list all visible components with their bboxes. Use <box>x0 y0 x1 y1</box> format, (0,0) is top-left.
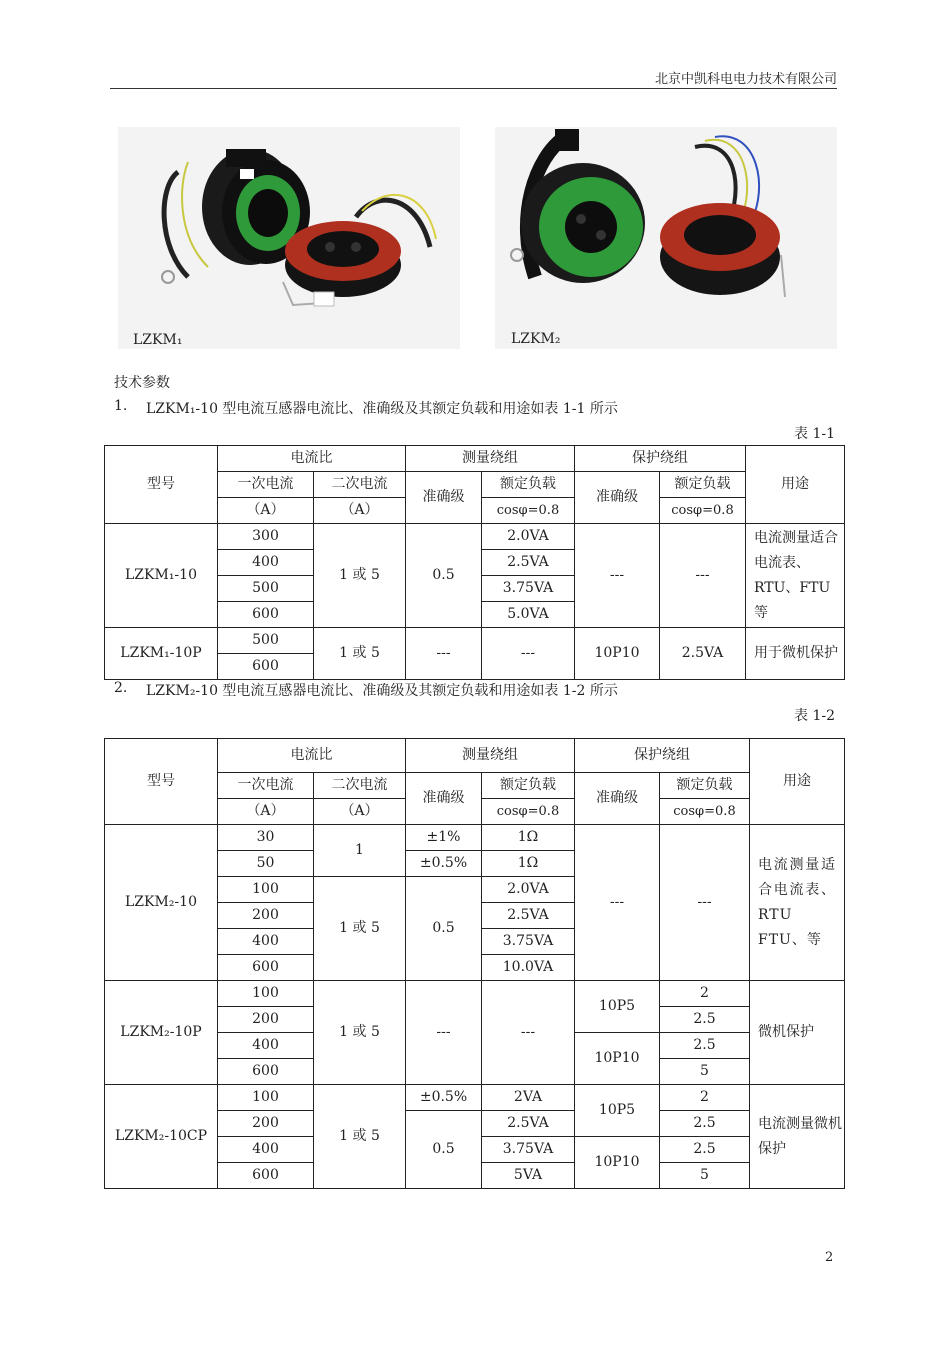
primary-cell: 400 <box>218 929 314 955</box>
current-transformer-photo-icon <box>118 127 460 349</box>
header-primary: 一次电流 <box>218 773 314 799</box>
primary-cell: 100 <box>218 1085 314 1111</box>
measure-load-cell: 2.5VA <box>482 903 575 929</box>
header-protect-rated-load: 额定负载 <box>660 472 746 498</box>
header-usage: 用途 <box>746 446 845 524</box>
protect-load-cell: 5 <box>660 1163 750 1189</box>
primary-cell: 100 <box>218 981 314 1007</box>
secondary-cell: 1 或 5 <box>314 877 406 981</box>
measure-accuracy-cell: ±0.5% <box>406 851 482 877</box>
header-protect-cos: cosφ=0.8 <box>660 799 750 825</box>
protect-load-cell: 2 <box>660 981 750 1007</box>
protect-load-cell: 2.5VA <box>660 628 746 680</box>
header-measure-winding: 测量绕组 <box>406 739 575 773</box>
primary-cell: 300 <box>218 524 314 550</box>
header-protect-winding: 保护绕组 <box>575 739 750 773</box>
photo-label-lzkm2: LZKM₂ <box>511 331 561 347</box>
item2-number: 2. <box>114 680 128 696</box>
header-primary: 一次电流 <box>218 472 314 498</box>
primary-cell: 200 <box>218 1111 314 1137</box>
protect-accuracy-cell: --- <box>575 825 660 981</box>
table-1-2 <box>104 738 845 1189</box>
header-primary-unit: （A） <box>218 799 314 825</box>
measure-accuracy-cell: --- <box>406 981 482 1085</box>
measure-load-cell: 2.0VA <box>482 877 575 903</box>
measure-load-cell: 3.75VA <box>482 1137 575 1163</box>
usage-cell: 电流测量微机保护 <box>750 1085 845 1189</box>
current-transformer-photo-icon <box>495 127 837 349</box>
item1-number: 1. <box>114 398 128 414</box>
header-protect-winding: 保护绕组 <box>575 446 746 472</box>
page-number: 2 <box>825 1250 834 1265</box>
primary-cell: 50 <box>218 851 314 877</box>
table-1-1 <box>104 445 845 680</box>
table1-caption: 表 1-1 <box>794 426 835 442</box>
secondary-cell: 1 或 5 <box>314 1085 406 1189</box>
primary-cell: 500 <box>218 576 314 602</box>
primary-cell: 400 <box>218 550 314 576</box>
measure-accuracy-cell: ±0.5% <box>406 1085 482 1111</box>
usage-cell: 用于微机保护 <box>746 628 845 680</box>
primary-cell: 200 <box>218 903 314 929</box>
primary-cell: 200 <box>218 1007 314 1033</box>
protect-accuracy-cell: 10P10 <box>575 1033 660 1085</box>
header-measure-accuracy: 准确级 <box>406 472 482 524</box>
header-measure-rated-load: 额定负载 <box>482 773 575 799</box>
primary-cell: 600 <box>218 1059 314 1085</box>
protect-load-cell: 2.5 <box>660 1137 750 1163</box>
primary-cell: 400 <box>218 1137 314 1163</box>
header-usage: 用途 <box>750 739 845 825</box>
header-secondary-unit: （A） <box>314 799 406 825</box>
model-cell: LZKM₂-10 <box>105 825 218 981</box>
protect-load-cell: 2.5 <box>660 1111 750 1137</box>
measure-accuracy-cell: 0.5 <box>406 1111 482 1189</box>
header-current-ratio: 电流比 <box>218 446 406 472</box>
measure-accuracy-cell: 0.5 <box>406 877 482 981</box>
measure-load-cell: 5VA <box>482 1163 575 1189</box>
measure-load-cell: 1Ω <box>482 825 575 851</box>
header-model: 型号 <box>105 739 218 825</box>
header-secondary-unit: （A） <box>314 498 406 524</box>
protect-load-cell: 2 <box>660 1085 750 1111</box>
measure-accuracy-cell: 0.5 <box>406 524 482 628</box>
measure-accuracy-cell: ±1% <box>406 825 482 851</box>
model-cell: LZKM₂-10CP <box>105 1085 218 1189</box>
header-protect-cos: cosφ=0.8 <box>660 498 746 524</box>
protect-accuracy-cell: 10P10 <box>575 1137 660 1189</box>
header-primary-unit: （A） <box>218 498 314 524</box>
measure-load-cell: 3.75VA <box>482 576 575 602</box>
item2-text: LZKM₂-10 型电流互感器电流比、准确级及其额定负载和用途如表 1-2 所示 <box>146 683 618 699</box>
page-header <box>110 66 837 89</box>
protect-accuracy-cell: 10P5 <box>575 1085 660 1137</box>
primary-cell: 600 <box>218 1163 314 1189</box>
secondary-cell: 1 或 5 <box>314 628 406 680</box>
protect-load-cell: --- <box>660 825 750 981</box>
product-photo-lzkm2 <box>495 127 837 349</box>
protect-accuracy-cell: --- <box>575 524 660 628</box>
primary-cell: 30 <box>218 825 314 851</box>
primary-cell: 500 <box>218 628 314 654</box>
header-model: 型号 <box>105 446 218 524</box>
measure-load-cell: --- <box>482 628 575 680</box>
measure-load-cell: 2.5VA <box>482 550 575 576</box>
protect-accuracy-cell: 10P5 <box>575 981 660 1033</box>
protect-load-cell: 5 <box>660 1059 750 1085</box>
measure-load-cell: 1Ω <box>482 851 575 877</box>
company-name: 北京中凯科电电力技术有限公司 <box>654 72 837 87</box>
header-protect-rated-load: 额定负载 <box>660 773 750 799</box>
measure-load-cell: 2VA <box>482 1085 575 1111</box>
measure-load-cell: 2.5VA <box>482 1111 575 1137</box>
model-cell: LZKM₁-10 <box>105 524 218 628</box>
measure-load-cell: 3.75VA <box>482 929 575 955</box>
header-measure-cos: cosφ=0.8 <box>482 498 575 524</box>
header-secondary: 二次电流 <box>314 472 406 498</box>
usage-cell: 微机保护 <box>750 981 845 1085</box>
measure-load-cell: 10.0VA <box>482 955 575 981</box>
measure-load-cell: --- <box>482 981 575 1085</box>
model-cell: LZKM₁-10P <box>105 628 218 680</box>
primary-cell: 600 <box>218 654 314 680</box>
measure-accuracy-cell: --- <box>406 628 482 680</box>
section-title: 技术参数 <box>114 375 170 391</box>
header-protect-accuracy: 准确级 <box>575 472 660 524</box>
secondary-cell: 1 <box>314 825 406 877</box>
protect-load-cell: 2.5 <box>660 1033 750 1059</box>
secondary-cell: 1 或 5 <box>314 524 406 628</box>
secondary-cell: 1 或 5 <box>314 981 406 1085</box>
header-measure-rated-load: 额定负载 <box>482 472 575 498</box>
primary-cell: 400 <box>218 1033 314 1059</box>
usage-cell: 电流测量适合电流表、RTU、FTU 等 <box>746 524 845 628</box>
measure-load-cell: 2.0VA <box>482 524 575 550</box>
primary-cell: 100 <box>218 877 314 903</box>
model-cell: LZKM₂-10P <box>105 981 218 1085</box>
primary-cell: 600 <box>218 602 314 628</box>
measure-load-cell: 5.0VA <box>482 602 575 628</box>
header-secondary: 二次电流 <box>314 773 406 799</box>
header-protect-accuracy: 准确级 <box>575 773 660 825</box>
header-measure-cos: cosφ=0.8 <box>482 799 575 825</box>
header-measure-accuracy: 准确级 <box>406 773 482 825</box>
table2-caption: 表 1-2 <box>794 708 835 724</box>
usage-cell: 电流测量适合电流表、RTU FTU、等 <box>750 825 845 981</box>
protect-load-cell: 2.5 <box>660 1007 750 1033</box>
primary-cell: 600 <box>218 955 314 981</box>
protect-accuracy-cell: 10P10 <box>575 628 660 680</box>
header-current-ratio: 电流比 <box>218 739 406 773</box>
photo-label-lzkm1: LZKM₁ <box>133 332 183 348</box>
protect-load-cell: --- <box>660 524 746 628</box>
header-measure-winding: 测量绕组 <box>406 446 575 472</box>
product-photo-lzkm1 <box>118 127 460 349</box>
item1-text: LZKM₁-10 型电流互感器电流比、准确级及其额定负载和用途如表 1-1 所示 <box>146 401 618 417</box>
